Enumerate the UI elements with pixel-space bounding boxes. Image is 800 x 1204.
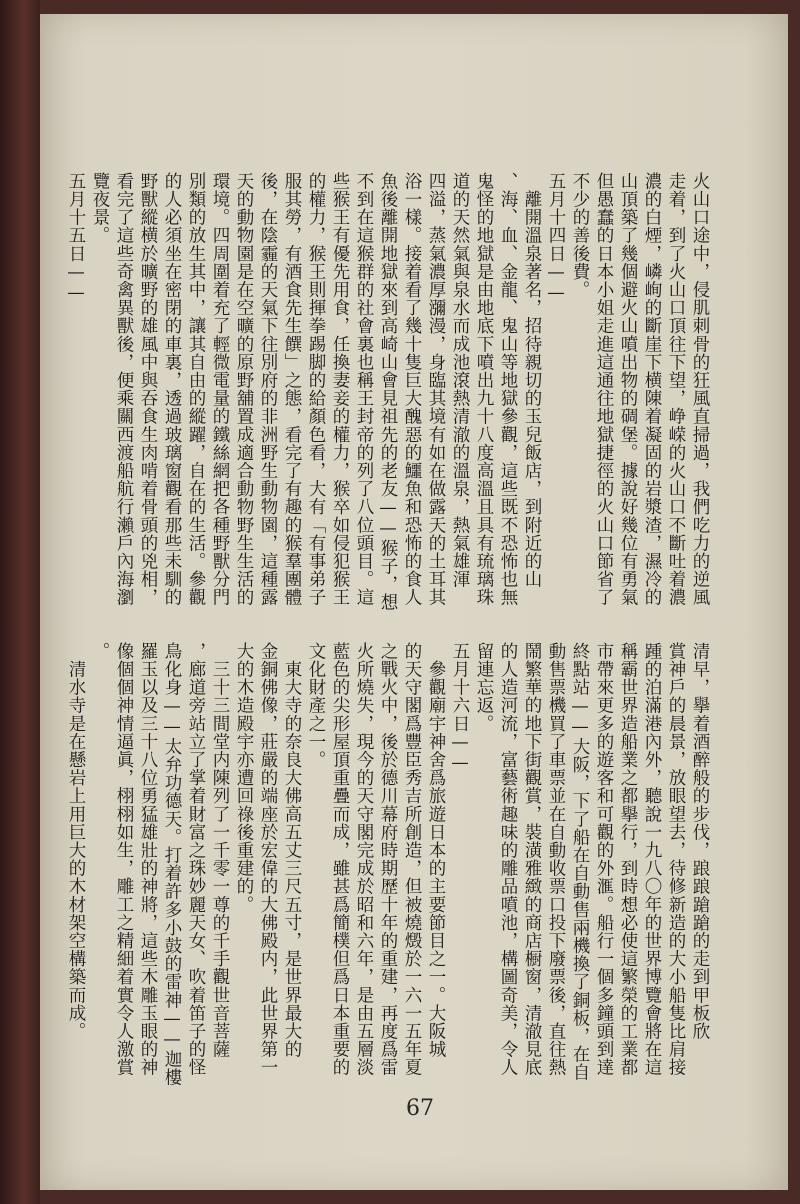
- text-column: 覽夜景。: [90, 172, 110, 245]
- text-column: 稱霸世界造船業之都擧行，到時想必使這繁榮的工業都: [618, 642, 638, 1077]
- text-column: 參觀廟宇神舍爲旅遊日本的主要節目之一。大阪城: [426, 642, 446, 1059]
- text-column: 之戰火中，後於德川幕府時期歷十年的重建，再度爲雷: [378, 642, 398, 1077]
- text-column: 五月十五日——: [66, 172, 86, 304]
- text-column: 浴一樣。接着看了幾十隻巨大醜惡的鱷魚和恐怖的食人: [402, 172, 422, 607]
- text-column: 走着，到了火山口頂往下望，峥嵘的火山口不斷吐着濃: [666, 172, 686, 607]
- lower-text-block: [64, 642, 712, 1142]
- text-column: 不少的善後費。: [570, 172, 590, 299]
- text-column: 鬼怪的地獄是由地底下噴出九十八度高溫且具有琉璃珠: [474, 172, 494, 607]
- text-column: 清水寺是在懸岩上用巨大的木材架空構築而成。: [66, 642, 86, 1041]
- text-column: 服其勞，有酒食先生饌」之態，看完了有趣的猴羣團體: [282, 172, 302, 607]
- text-column: 終點站——大阪，下了船在自動售兩機換了銅板，在自: [570, 642, 590, 1082]
- text-column: 清早，擧着酒醉般的步伐，踉踉蹌蹌的走到甲板欣: [690, 642, 710, 1041]
- text-column: 東大寺的奈良大佛高五丈三尺五寸，是世界最大的: [282, 642, 302, 1059]
- page-number: 67: [406, 1096, 434, 1121]
- text-column: 大的木造殿宇亦遭回祿後重建的。: [234, 642, 254, 914]
- book-page: [40, 14, 788, 1190]
- text-column: 的人造河流，富藝術趣味的雕品噴池，構圖奇美，令人: [498, 642, 518, 1077]
- text-column: 、海、血、金龍、鬼山等地獄參觀，這些既不恐怖也無: [498, 172, 518, 607]
- text-column: 但愚蠢的日本小姐走進這通往地獄捷徑的火山口節省了: [594, 172, 614, 607]
- text-column: 天的動物園是在空曠的原野舖置成適合動物野生生活的: [234, 172, 254, 607]
- text-column: 踵的泊滿港內外，聽說一九八〇年的世界博覽會將在這: [642, 642, 662, 1077]
- text-column: 動售票機買了車票並在自動收票口投下廢票後，直往熱: [546, 642, 566, 1077]
- text-column: 賞神戶的晨景，放眼望去，待修新造的大小船隻比肩接: [666, 642, 686, 1077]
- text-column: 離開溫泉著名，招待親切的玉兒飯店，到附近的山: [522, 172, 542, 589]
- text-column: 的權力，猴王則揮拳踢脚的給顏色看，大有「有事弟子: [306, 172, 326, 607]
- text-column: 三十三間堂内陳列了一千零一尊的千手觀世音菩薩: [210, 642, 230, 1059]
- text-column: 些猴王有優先用食，任換妻妾的權力，猴卒如侵犯猴王: [330, 172, 350, 607]
- text-column: 藍色的尖形屋頂重疊而成，雖甚爲簡樸但爲日本重要的: [330, 642, 350, 1077]
- book-cover-edge: [0, 0, 40, 1204]
- text-column: 五月十四日——: [546, 172, 566, 304]
- text-column: 像個個神情逼眞，栩栩如生，雕工之精細着實令人激賞: [114, 642, 134, 1077]
- text-column: 野獸縱横於曠野的雄風中與吞食生肉啃着骨頭的兇相，: [138, 172, 158, 607]
- text-column: 別類的放生其中，讓其自由的縱躍，自在的生活。參觀: [186, 172, 206, 607]
- text-column: ，廊道旁站立了掌着財富之珠妙麗天女、吹着笛子的怪: [186, 642, 206, 1077]
- text-column: 文化財產之一。: [306, 642, 326, 769]
- text-column: 。: [90, 642, 110, 661]
- text-column: 的天守閣爲豐臣秀吉所創造，但被燒燬於一六一五年夏: [402, 642, 422, 1077]
- text-column: 火所燒失，現今的天守閣完成於昭和六年，是由五層淡: [354, 642, 374, 1077]
- text-column: 濃的白煙，嶙峋的斷崖下横陳着凝固的岩漿渣，濕冷的: [642, 172, 662, 607]
- text-column: 的人必須坐在密閉的車裏，透過玻璃窗觀看那些未馴的: [162, 172, 182, 607]
- text-column: 五月十六日——: [450, 642, 470, 774]
- text-column: 留連忘返。: [474, 642, 494, 733]
- text-column: 道的天然氣與泉水而成池滾熱清澈的溫泉，熱氣雄渾: [450, 172, 470, 589]
- text-column: 火山口途中，侵肌刺骨的狂風直掃過，我們吃力的逆風: [690, 172, 710, 607]
- text-column: 四溢，蒸氣濃厚瀰漫，身臨其境有如在做露天的土耳其: [426, 172, 446, 607]
- upper-text-block: [64, 172, 712, 642]
- text-column: 魚後離開地獄來到高崎山會見祖先的老友——猴子，想: [378, 172, 398, 612]
- text-column: 金銅佛像，莊嚴的端座於宏偉的大佛殿内，此世界第一: [258, 642, 278, 1077]
- text-column: 環境。四周圍着充了輕微電量的鐵絲網把各種野獸分門: [210, 172, 230, 607]
- text-column: 羅玉以及三十八位勇猛雄壯的神將，這些木雕玉眼的神: [138, 642, 158, 1077]
- text-column: 市帶來更多的遊客和可觀的外滙。船行一個多鐘頭到達: [594, 642, 614, 1077]
- text-column: 看完了這些奇禽異獸後，便乘關西渡船航行瀨戶內海瀏: [114, 172, 134, 607]
- text-column: 鬧繁華的地下街觀賞，裝潢雅緻的商店橱窗，清澈見底: [522, 642, 542, 1077]
- text-column: 山頂築了幾個避火山噴出物的碉堡。據說好幾位有勇氣: [618, 172, 638, 607]
- text-column: 後，在陰霾的天氣下往別府的非洲野生動物園，這種露: [258, 172, 278, 607]
- text-column: 不到在這猴群的社會裏也稱王封帝的列了八位頭目。這: [354, 172, 374, 607]
- text-column: 鳥化身——太弁功德天。打着許多小鼓的雷神——迦樓: [162, 642, 182, 1087]
